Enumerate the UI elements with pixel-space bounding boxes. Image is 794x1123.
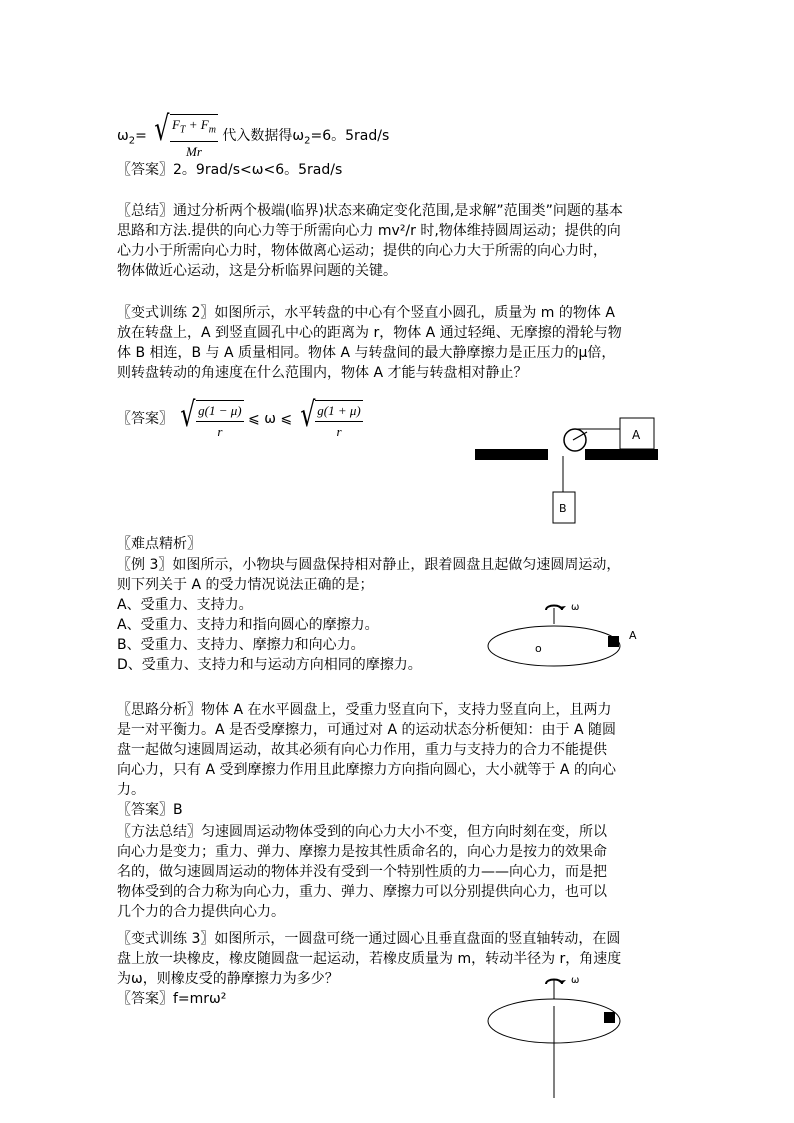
summary-line: 心力小于所需向心力时，物体做离心运动；提供的向心力大于所需的向心力时，: [117, 243, 607, 259]
eraser-marker: [604, 1012, 615, 1023]
omega-label: ω: [571, 602, 580, 613]
sqrt-left: √ $\frac{g(1 - \mu)}{r}$: [177, 396, 243, 442]
analysis-paragraph: [117, 700, 682, 820]
variant3-line: 盘上放一块橡皮，橡皮随圆盘一起运动，若橡皮质量为 m，转动半径为 r，角速度: [117, 951, 622, 967]
option-a1: A、受重力、支持力。: [117, 597, 253, 613]
summary-line: 物体做近心运动，这是分析临界问题的关键。: [117, 263, 397, 279]
omega-subscript: 2: [128, 135, 136, 147]
variant2-line: 则转盘转动的角速度在什么范围内，物体 A 才能与转盘相对静止？: [117, 365, 528, 381]
turntable-left-bar: [475, 449, 548, 460]
substitution-subscript: 2: [304, 135, 311, 147]
center-o-label: o: [535, 642, 542, 655]
pulley: [564, 429, 586, 451]
block-a-label: A: [632, 428, 641, 442]
analysis-line: 是一对平衡力。A 是否受摩擦力，可通过对 A 的运动状态分析便知：由于 A 随圆: [117, 722, 616, 738]
method-line: 物体受到的合力称为向心力，重力、弹力、摩擦力可以分别提供向心力，也可以: [117, 884, 607, 900]
block-a-letter: A: [629, 629, 637, 642]
turntable-pulley-figure: [470, 412, 670, 524]
method-line: 向心力是变力；重力、弹力、摩擦力是按其性质命名的，向心力是按力的效果命: [117, 844, 607, 860]
turntable-right-bar: [585, 449, 658, 460]
substitution-text: 代入数据得ω: [222, 127, 305, 144]
equals-sign: =: [135, 127, 147, 144]
method-line: 几个力的合力提供向心力。: [117, 904, 285, 920]
inequality: ⩽ ω ⩽: [248, 411, 293, 427]
option-d: D、受重力、支持力和与运动方向相同的摩擦力。: [117, 657, 422, 673]
method-line: 〖方法总结〗匀速圆周运动物体受到的向心力大小不变，但方向时刻在变，所以: [117, 824, 607, 840]
analysis-line: 盘一起做匀速圆周运动，故其必须有向心力作用，重力与支持力的合力不能提供: [117, 742, 607, 758]
difficult-heading: 〖难点精析〗: [117, 536, 201, 552]
sqrt-expression: [151, 110, 218, 162]
variant2-paragraph: [117, 303, 682, 383]
analysis-line: 力。: [117, 782, 145, 798]
variant3-line: 为ω，则橡皮受的静摩擦力为多少？: [117, 971, 339, 987]
disc: [488, 626, 620, 666]
force-fraction: $\frac{F_T + F_m}{Mr}$: [171, 117, 216, 159]
radical-sign: √: [154, 109, 170, 149]
analysis-line: 向心力，只有 A 受到摩擦力作用且此摩擦力方向指向圆心，大小就等于 A 的向心: [117, 762, 616, 778]
answer-4: 〖答案〗f=mrω²: [117, 991, 227, 1007]
option-a2: A、受重力、支持力和指向圆心的摩擦力。: [117, 617, 379, 633]
substitution-result: =6。5rad/s: [310, 127, 390, 144]
summary-paragraph: [117, 201, 682, 281]
answer-3: 〖答案〗B: [117, 802, 183, 818]
disc-figure-example3: [484, 596, 654, 676]
analysis-line: 〖思路分析〗物体 A 在水平圆盘上，受重力竖直向下，支持力竖直向上，且两力: [117, 702, 612, 718]
block-b-label: B: [559, 502, 567, 515]
disc-figure-variant3: [484, 966, 654, 1100]
omega-symbol: ω: [117, 127, 129, 144]
omega-label: ω: [571, 975, 580, 986]
variant2-line: 体 B 相连，B 与 A 质量相同。物体 A 与转盘间的最大静摩擦力是正压力的μ倍，: [117, 345, 616, 361]
answer-2: [117, 396, 363, 442]
summary-line: 思路和方法.提供的向心力等于所需向心力 mv²/r 时,物体维持圆周运动；提供的向: [117, 223, 621, 239]
option-b: B、受重力、支持力、摩擦力和向心力。: [117, 637, 365, 653]
example3-line: 〖例 3〗如图所示，小物块与圆盘保持相对静止，跟着圆盘且起做匀速圆周运动，: [117, 557, 621, 573]
answer-label: 〖答案〗: [117, 411, 173, 427]
example3-line: 则下列关于 A 的受力情况说法正确的是；: [117, 577, 374, 593]
variant3-line: 〖变式训练 3〗如图所示，一圆盘可绕一通过圆心且垂直盘面的竖直轴转动，在圆: [117, 931, 621, 947]
omega2-formula-line: [117, 110, 389, 162]
method-paragraph: [117, 822, 682, 922]
summary-line: 〖总结〗通过分析两个极端(临界)状态来确定变化范围,是求解”范围类”问题的基本: [117, 203, 623, 219]
answer-1: 〖答案〗2。9rad/s<ω<6。5rad/s: [117, 162, 343, 178]
method-line: 名的，做匀速圆周运动的物体并没有受到一个特别性质的力——向心力，而是把: [117, 864, 607, 880]
sqrt-right: √ $\frac{g(1 + \mu)}{r}$: [297, 396, 363, 442]
variant2-line: 放在转盘上，A 到竖直圆孔中心的距离为 r，物体 A 通过轻绳、无摩擦的滑轮与物: [117, 325, 622, 341]
variant2-line: 〖变式训练 2〗如图所示，水平转盘的中心有个竖直小圆孔，质量为 m 的物体 A: [117, 305, 615, 321]
block-a-marker: [608, 636, 619, 647]
